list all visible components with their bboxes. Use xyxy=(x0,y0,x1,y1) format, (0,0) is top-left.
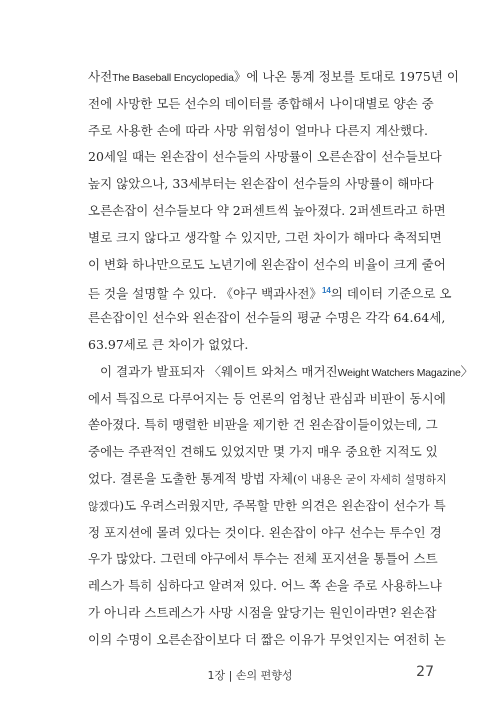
text-line xyxy=(88,332,428,359)
text-run: 63.97세로 큰 차이가 없었다. xyxy=(88,336,249,352)
text-line xyxy=(88,520,442,547)
text-run: 별로 크지 않다고 생각할 수 있지만, 그런 차이가 해마다 축적되면 xyxy=(88,229,442,245)
text-run: Weight Watchers Magazine xyxy=(337,366,461,379)
text-line xyxy=(88,493,446,520)
text-run: 〉 xyxy=(460,363,474,379)
text-line xyxy=(88,144,442,171)
footnote-marker: 14 xyxy=(321,286,331,296)
text-line xyxy=(88,118,428,145)
page-footer xyxy=(0,664,500,684)
text-line xyxy=(88,627,446,654)
text-line xyxy=(88,198,446,225)
text-line xyxy=(88,91,434,118)
text-line xyxy=(88,64,459,91)
text-run: 높지 않았으나, 33세부터는 왼손잡이 선수들의 사망률이 해마다 xyxy=(88,176,434,192)
text-run: 이 변화 하나만으로도 노년기에 왼손잡이 선수의 비율이 크게 줄어 xyxy=(88,256,446,272)
text-run: 었다. 결론을 도출한 통계적 방법 자체 xyxy=(88,470,293,486)
text-line xyxy=(88,171,434,198)
text-run: )도 우려스러웠지만, 주목할 만한 의견은 왼손잡이 선수가 특 xyxy=(119,497,446,513)
text-run: 전에 사망한 모든 선수의 데이터를 종합해서 나이대별로 양손 중 xyxy=(88,95,434,111)
text-run: 른손잡이인 선수와 왼손잡이 선수들의 평균 수명은 각각 64.64세, xyxy=(88,310,446,326)
text-run: 중에는 주관적인 견해도 있었지만 몇 가지 매우 중요한 지적도 있 xyxy=(88,444,438,460)
text-line xyxy=(88,412,438,439)
text-run: 》에 나온 통계 정보를 토대로 1975년 이 xyxy=(233,69,459,84)
text-line xyxy=(88,466,447,493)
text-line xyxy=(88,600,437,627)
text-run: 오른손잡이 선수들보다 약 2퍼센트씩 높아졌다. 2퍼센트라고 하면 xyxy=(88,202,446,218)
text-run: 20세일 때는 왼손잡이 선수들의 사망률이 오른손잡이 선수들보다 xyxy=(88,149,442,165)
text-run: 이의 수명이 오른손잡이보다 더 짧은 이유가 무엇인지는 여전히 논 xyxy=(88,631,446,647)
text-line xyxy=(88,546,438,573)
text-run: 레스가 특히 심하다고 알려져 있다. 어느 쪽 손을 주로 사용하느냐 xyxy=(88,578,442,594)
text-line xyxy=(88,439,438,466)
text-run: 든 것을 설명할 수 있다. 《야구 백과사전》 xyxy=(88,286,322,302)
text-run: 우가 많았다. 그런데 야구에서 투수는 전체 포지션을 통틀어 스트 xyxy=(88,551,438,567)
page-number: 27 xyxy=(416,664,434,680)
text-run: 쏟아졌다. 특히 맹렬한 비판을 제기한 건 왼손잡이들이었는데, 그 xyxy=(88,417,438,433)
text-run: The Baseball Encyclopedia xyxy=(112,72,234,84)
text-line xyxy=(88,359,474,386)
text-line xyxy=(88,225,442,252)
text-run: 사전 xyxy=(88,69,113,84)
body-text xyxy=(88,64,474,654)
text-line xyxy=(88,252,446,279)
text-line xyxy=(88,305,446,332)
text-run: 에서 특집으로 다루어지는 등 언론의 엄청난 관심과 비판이 동시에 xyxy=(88,390,446,406)
text-line xyxy=(88,386,446,413)
text-run: 의 데이터 기준으로 오 xyxy=(330,286,452,302)
text-run: 않겠다 xyxy=(88,499,120,513)
text-run: 이 결과가 발표되자 〈웨이트 와처스 매거진 xyxy=(100,363,338,379)
text-run: 주로 사용한 손에 따라 사망 위험성이 얼마나 다른지 계산했다. xyxy=(88,122,428,138)
text-run: 가 아니라 스트레스가 사망 시점을 앞당기는 원인이라면? 왼손잡 xyxy=(88,604,437,620)
chapter-title: 1장 | 손의 편향성 xyxy=(207,669,293,682)
text-run: (이 내용은 굳이 자세히 설명하지 xyxy=(292,472,447,486)
text-line xyxy=(88,573,442,600)
text-run: 정 포지션에 몰려 있다는 것이다. 왼손잡이 야구 선수는 투수인 경 xyxy=(88,524,442,540)
text-line xyxy=(88,278,452,305)
